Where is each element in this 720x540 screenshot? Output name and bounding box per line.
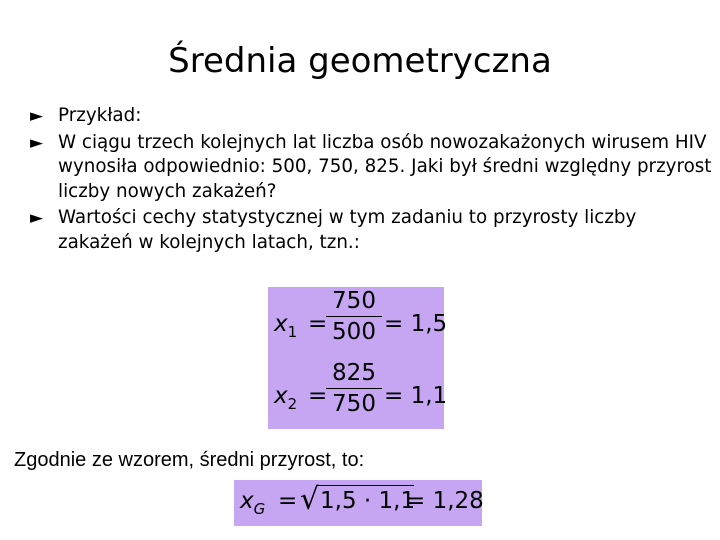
x1-equals: = xyxy=(308,311,328,337)
xg-result: = 1,28 xyxy=(406,488,484,514)
x1-symbol: $x_1$ xyxy=(274,311,298,341)
x2-symbol: $x_2$ xyxy=(274,383,298,413)
xg-symbol: $x_G$ xyxy=(240,488,266,518)
x2-fraction xyxy=(326,359,382,418)
arrow-bullet-icon: ► xyxy=(30,208,44,228)
geometric-mean-formula-box xyxy=(234,480,482,526)
arrow-bullet-icon: ► xyxy=(30,132,44,153)
arrow-bullet-icon: ► xyxy=(30,106,44,126)
growth-formulas-box xyxy=(268,287,448,429)
bullet-text: Przykład: xyxy=(58,105,142,126)
x1-denominator: 500 xyxy=(332,319,376,345)
x2-numerator: 825 xyxy=(326,359,382,389)
slide-title: Średnia geometryczna xyxy=(168,41,552,81)
xg-equals: = xyxy=(278,488,298,514)
sqrt-icon: √ xyxy=(300,482,320,517)
x1-result: = 1,5 xyxy=(384,311,448,337)
bullet-item xyxy=(30,131,712,205)
bullet-list xyxy=(30,104,712,257)
x2-result: = 1,1 xyxy=(384,383,448,409)
x1-numerator: 750 xyxy=(326,287,382,317)
sqrt-overline xyxy=(318,485,414,486)
bullet-text: Wartości cechy statystycznej w tym zadaniu to przyrosty liczby zakażeń w kolejnych latach, tzn.: xyxy=(58,207,637,253)
bullet-item xyxy=(30,104,712,129)
bullet-item xyxy=(30,206,712,255)
radicand: 1,5 · 1,1 xyxy=(320,488,416,514)
caption-text: Zgodnie ze wzorem, średni przyrost, to: xyxy=(14,449,365,471)
x2-denominator: 750 xyxy=(332,391,376,417)
x1-fraction xyxy=(326,287,382,346)
x2-equals: = xyxy=(308,383,328,409)
bullet-text: W ciągu trzech kolejnych lat liczba osób nowozakażonych wirusem HIV wynosiła odpowiednio: 500, 750, 825. Jaki był średni względny przyrost liczby nowych zakażeń? xyxy=(58,131,712,202)
